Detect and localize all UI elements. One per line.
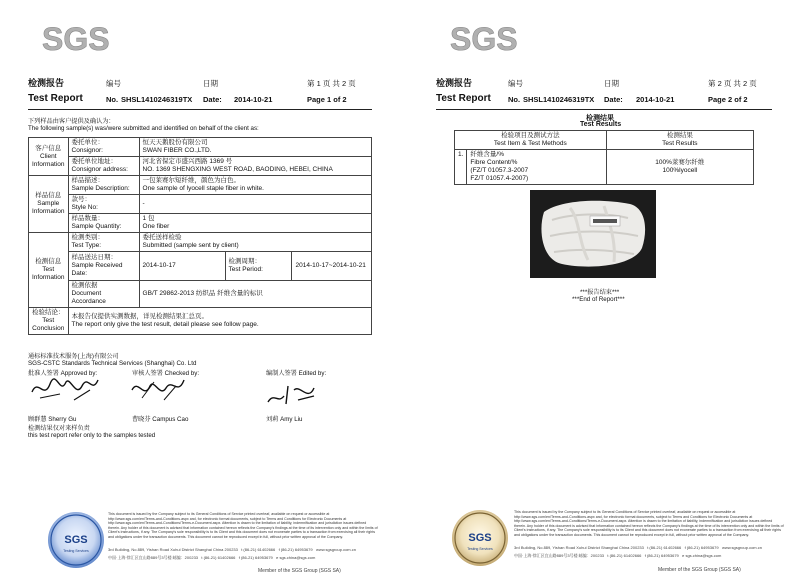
footer-email: e sgs.china@sgs.com (276, 555, 316, 561)
company-name-cn: 通标标准技术服务(上海)有限公司 (28, 353, 119, 360)
sgs-seal (48, 512, 104, 568)
report-date: 2014-10-21 (636, 95, 675, 104)
field-value (139, 233, 371, 252)
column-header (606, 131, 753, 150)
page-number: Page 1 of 2 (307, 95, 347, 104)
sgs-logo (40, 22, 110, 56)
intro-text-cn: 下列样品由客户提供及确认为： (28, 118, 115, 125)
test-type-label: Test Type: (71, 242, 102, 249)
report-number: SHSL1410246319TX (121, 95, 193, 104)
header-divider (28, 109, 372, 110)
results-title-cn: 检测结果 (586, 115, 614, 122)
table-row (29, 138, 372, 157)
sgs-logo-text: SGS (42, 22, 110, 56)
field-label (68, 195, 139, 214)
report-no-label-cn: 编号 (106, 79, 121, 88)
member-text: Member of the SGS Group (SGS SA) (658, 567, 741, 573)
test-type-label-cn: 检测类别： (71, 234, 105, 241)
report-title-cn: 检测报告 (436, 78, 473, 88)
section-label: Information (32, 208, 65, 215)
report-no-label: No. (106, 95, 119, 104)
footer-address: 3rd Building, No.889, Yishan Road Xuhui District Shanghai China 200233 (514, 546, 644, 551)
sample-photo (530, 190, 656, 278)
signature-approver (30, 374, 100, 404)
note-text: this test report refer only to the samples tested (28, 432, 156, 439)
quantity-value: One fiber (142, 223, 170, 230)
consignor-label: Consignor: (71, 147, 103, 154)
report-date: 2014-10-21 (234, 95, 273, 104)
address-label: Consignor address: (71, 166, 128, 173)
accordance-label-cn: 检测依据 (71, 282, 98, 289)
section-label: Test (42, 317, 55, 324)
received-label: Sample Received (71, 262, 123, 269)
address-value-cn: 河北省保定市盛兴西路 1369 号 (142, 158, 233, 165)
signature-editor (264, 382, 320, 408)
description-value: One sample of lyocell staple fiber in white. (142, 185, 264, 192)
footer-tel: t (86-21) 61402666 (607, 553, 642, 559)
test-item-cell (467, 150, 606, 185)
end-of-report: ***End of Report*** (572, 296, 625, 303)
field-value (139, 157, 371, 176)
table-row (29, 214, 372, 233)
approved-by: Approved by: (60, 370, 98, 377)
edited-by-label (266, 368, 326, 377)
date-label-cn: 日期 (203, 79, 218, 88)
field-value (139, 281, 371, 308)
footer-contact-row-cn (108, 555, 315, 561)
footer-address-cn: 中国·上海·徐汇区宜山路889号3号楼 邮编：200233 (108, 555, 199, 561)
field-value (139, 252, 371, 281)
end-of-report-cn: ***报告结束*** (580, 289, 620, 296)
table-row (29, 281, 372, 308)
consignor-value: SWAN FIBER CO.,LTD. (142, 147, 212, 154)
description-label: Sample Description: (71, 185, 130, 192)
period-label-cell (225, 252, 292, 280)
field-label (68, 176, 139, 195)
received-label: Date: (71, 270, 88, 277)
table-row (29, 195, 372, 214)
test-type-value-cn: 委托送样检验 (142, 234, 182, 241)
section-label-cn: 客户信息 (35, 144, 62, 152)
style-label-cn: 款号： (71, 196, 92, 203)
field-value (139, 176, 371, 195)
test-type-value: Submitted (sample sent by client) (142, 242, 239, 249)
table-row (29, 176, 372, 195)
seal-subtext: Testing Services (467, 547, 493, 551)
page-number-cn: 第 2 页 共 2 页 (708, 79, 757, 88)
test-method: (FZ/T 01057.3-2007 (470, 167, 529, 174)
section-label-cn: 检验结论： (32, 309, 65, 316)
test-result-cn: 100%莱赛尔纤维 (655, 159, 705, 166)
field-label (68, 252, 139, 281)
footer-tel: t (86-21) 61402666 (241, 548, 276, 553)
legal-disclaimer: This document is issued by the Company subject to its General Conditions of Service printed overleaf, available on request or accessible at http://www.sgs.com/en/Terms-and-Conditions.aspx and, for electronic format documents, subject to Terms and Conditions for Electronic Documents at http://www.sgs.com/en/Terms-and-Conditions/Terms-e-Document.aspx. Attention is drawn to the limitation of liability, indemnification and jurisdiction issues defined therein. Any holder of this document is advised that information contained hereon reflects the Company's findings at the time of its intervention only and within the limits of Client's instructions, if any. The Company's sole responsibility is to its Client and this document does not exonerate parties to a transaction from exercising all their rights and obligations under the transaction documents. This document cannot be reproduced except in full, without prior written approval of the Company. (514, 510, 784, 537)
seal-text: SGS (64, 534, 88, 546)
report-number: SHSL1410246319TX (523, 95, 595, 104)
sgs-seal (452, 510, 508, 566)
date-label: Date: (203, 95, 222, 104)
test-result: 100%lyocell (662, 167, 698, 174)
quantity-label-cn: 样品数量： (71, 215, 105, 222)
field-label (68, 157, 139, 176)
footer-fax: f (86-21) 64953679 (684, 546, 719, 551)
table-row (29, 308, 372, 335)
header-divider (436, 109, 772, 110)
row-number: 1. (455, 150, 467, 185)
table-header-row (455, 131, 754, 150)
report-no-label: No. (508, 95, 521, 104)
report-title: Test Report (436, 93, 491, 104)
test-method: FZ/T 01057.4-2007) (470, 175, 529, 182)
address-label-cn: 委托单位地址： (71, 158, 118, 165)
conclusion-value (68, 308, 371, 335)
description-label-cn: 样品描述： (71, 177, 105, 184)
checked-by: Checked by: (164, 370, 200, 377)
results-title: Test Results (580, 121, 622, 128)
test-period: 2014-10-17~2014-10-21 (295, 262, 366, 269)
sgs-logo (448, 22, 518, 56)
column-header-cn: 检验项目及测试方法 (501, 132, 560, 139)
style-label: Style No: (71, 204, 98, 211)
page-number: Page 2 of 2 (708, 95, 748, 104)
date-label-cn: 日期 (604, 79, 619, 88)
style-value: - (142, 200, 145, 207)
test-result-cell (606, 150, 753, 185)
period-label-cn: 检测周期： (228, 258, 262, 265)
footer-web: www.sgsgroup.com.cn (315, 548, 356, 553)
table-row (455, 150, 754, 185)
consignor-value-cn: 恒天天鹅股份有限公司 (142, 139, 208, 146)
seal-text: SGS (468, 532, 492, 544)
footer-web: www.sgsgroup.com.cn (721, 546, 762, 551)
section-label-cn: 样品信息 (35, 192, 62, 199)
test-results-table (454, 130, 754, 185)
field-value (139, 214, 371, 233)
approved-by-cn: 批准人签署 (28, 370, 59, 377)
column-header (455, 131, 607, 150)
edited-by-cn: 编制人签署 (266, 370, 297, 377)
footer-fax: f (86-21) 64953679 (238, 555, 273, 561)
footer-contact-row (514, 546, 762, 551)
table-row (29, 157, 372, 176)
footer-contact-row-cn (514, 553, 721, 559)
received-label-cn: 样品送达日期： (71, 254, 118, 261)
column-header-cn: 检测结果 (666, 132, 693, 139)
footer-fax: f (86-21) 64953679 (644, 553, 679, 559)
section-label: Client (39, 152, 57, 160)
footer-address-cn: 中国·上海·徐汇区宜山路889号3号楼 邮编：200233 (514, 553, 605, 559)
seal-subtext: Testing Services (63, 549, 89, 553)
footer-email: e sgs.china@sgs.com (682, 553, 722, 559)
report-title: Test Report (28, 93, 83, 104)
field-value (139, 195, 371, 214)
accordance-value: GB/T 29862-2013 纺织品 纤维含量的标识 (142, 290, 263, 297)
sgs-logo-text: SGS (450, 22, 518, 56)
quantity-label: Sample Quantity: (71, 223, 122, 230)
field-label (68, 281, 139, 308)
report-no-label-cn: 编号 (508, 79, 523, 88)
approver-name: 顾群慧 Sherry Gu (28, 416, 77, 423)
address-value: NO. 1369 SHENGXING WEST ROAD, BAODING, HEBEI, CHINA (142, 166, 333, 173)
date-label: Date: (604, 95, 623, 104)
legal-disclaimer: This document is issued by the Company subject to its General Conditions of Service printed overleaf, available on request or accessible at http://www.sgs.com/en/Terms-and-Conditions.aspx and, for electronic format documents, subject to Terms and Conditions for Electronic Documents at http://www.sgs.com/en/Terms-and-Conditions/Terms-e-Document.aspx. Attention is drawn to the limitation of liability, indemnification and jurisdiction issues defined therein. Any holder of this document is advised that information contained hereon reflects the Company's findings at the time of its intervention only and within the limits of Client's instructions, if any. The Company's sole responsibility is to its Client and this document does not exonerate parties to a transaction from exercising all their rights and obligations under the transaction documents. This document cannot be reproduced except in full, without prior written approval of the Company. (108, 512, 378, 539)
conclusion-text: The report only give the test result, detail please see follow page. (71, 321, 259, 328)
test-item: Fibre Content/% (470, 159, 518, 166)
footer-tel: t (86-21) 61402666 (201, 555, 236, 561)
field-label (68, 138, 139, 157)
editor-name: 刘莉 Amy Liu (266, 416, 303, 423)
field-label (68, 214, 139, 233)
section-label: Test (42, 266, 55, 273)
column-header-en: Test Results (662, 140, 698, 147)
quantity-value-cn: 1 包 (142, 215, 155, 222)
column-header-en: Test Item & Test Methods (493, 140, 567, 147)
conclusion-text-cn: 本报告仅提供实测数据，详见检测结果汇总页。 (71, 313, 209, 320)
sample-section-label (29, 176, 69, 233)
section-label: Conclusion (32, 325, 65, 332)
received-date: 2014-10-17 (142, 262, 176, 269)
table-row (29, 252, 372, 281)
consignor-label-cn: 委托单位： (71, 139, 105, 146)
test-section-label (29, 233, 69, 308)
footer-tel: t (86-21) 61402666 (647, 546, 682, 551)
field-label (68, 233, 139, 252)
edited-by: Edited by: (298, 370, 327, 377)
accordance-label: Document Accordance (71, 290, 106, 305)
page-number-cn: 第 1 页 共 2 页 (307, 79, 356, 88)
field-value (139, 138, 371, 157)
conclusion-section-label (29, 308, 69, 335)
description-value-cn: 一包莱赛尔短纤维，颜色为白色。 (142, 177, 241, 184)
footer-contact-row (108, 548, 356, 553)
report-page-2 (400, 0, 800, 585)
sample-info-table (28, 137, 372, 335)
member-text: Member of the SGS Group (SGS SA) (258, 568, 341, 574)
section-label-cn: 检测信息 (35, 258, 62, 265)
checker-name: 曹晓芬 Campus Cao (132, 416, 189, 423)
intro-text: The following sample(s) was/were submitted and identified on behalf of the client as: (28, 125, 259, 132)
note-text-cn: 检测结果仅对来样负责 (28, 425, 90, 432)
company-name: SGS-CSTC Standards Technical Services (Shanghai) Co. Ltd (28, 360, 197, 367)
report-title-cn: 检测报告 (28, 78, 65, 88)
section-label: Information (32, 160, 65, 168)
checked-by-cn: 审核人签署 (132, 370, 163, 377)
footer-address: 3rd Building, No.889, Yishan Road Xuhui District Shanghai China 200233 (108, 548, 238, 553)
test-item-cn: 纤维含量/% (470, 151, 505, 158)
footer-fax: f (86-21) 64953679 (278, 548, 313, 553)
section-label: Information (32, 274, 65, 281)
client-section-label (29, 138, 69, 176)
section-label: Sample (37, 200, 60, 207)
signature-checker (128, 376, 188, 404)
table-row (29, 233, 372, 252)
period-label: Test Period: (228, 266, 263, 273)
